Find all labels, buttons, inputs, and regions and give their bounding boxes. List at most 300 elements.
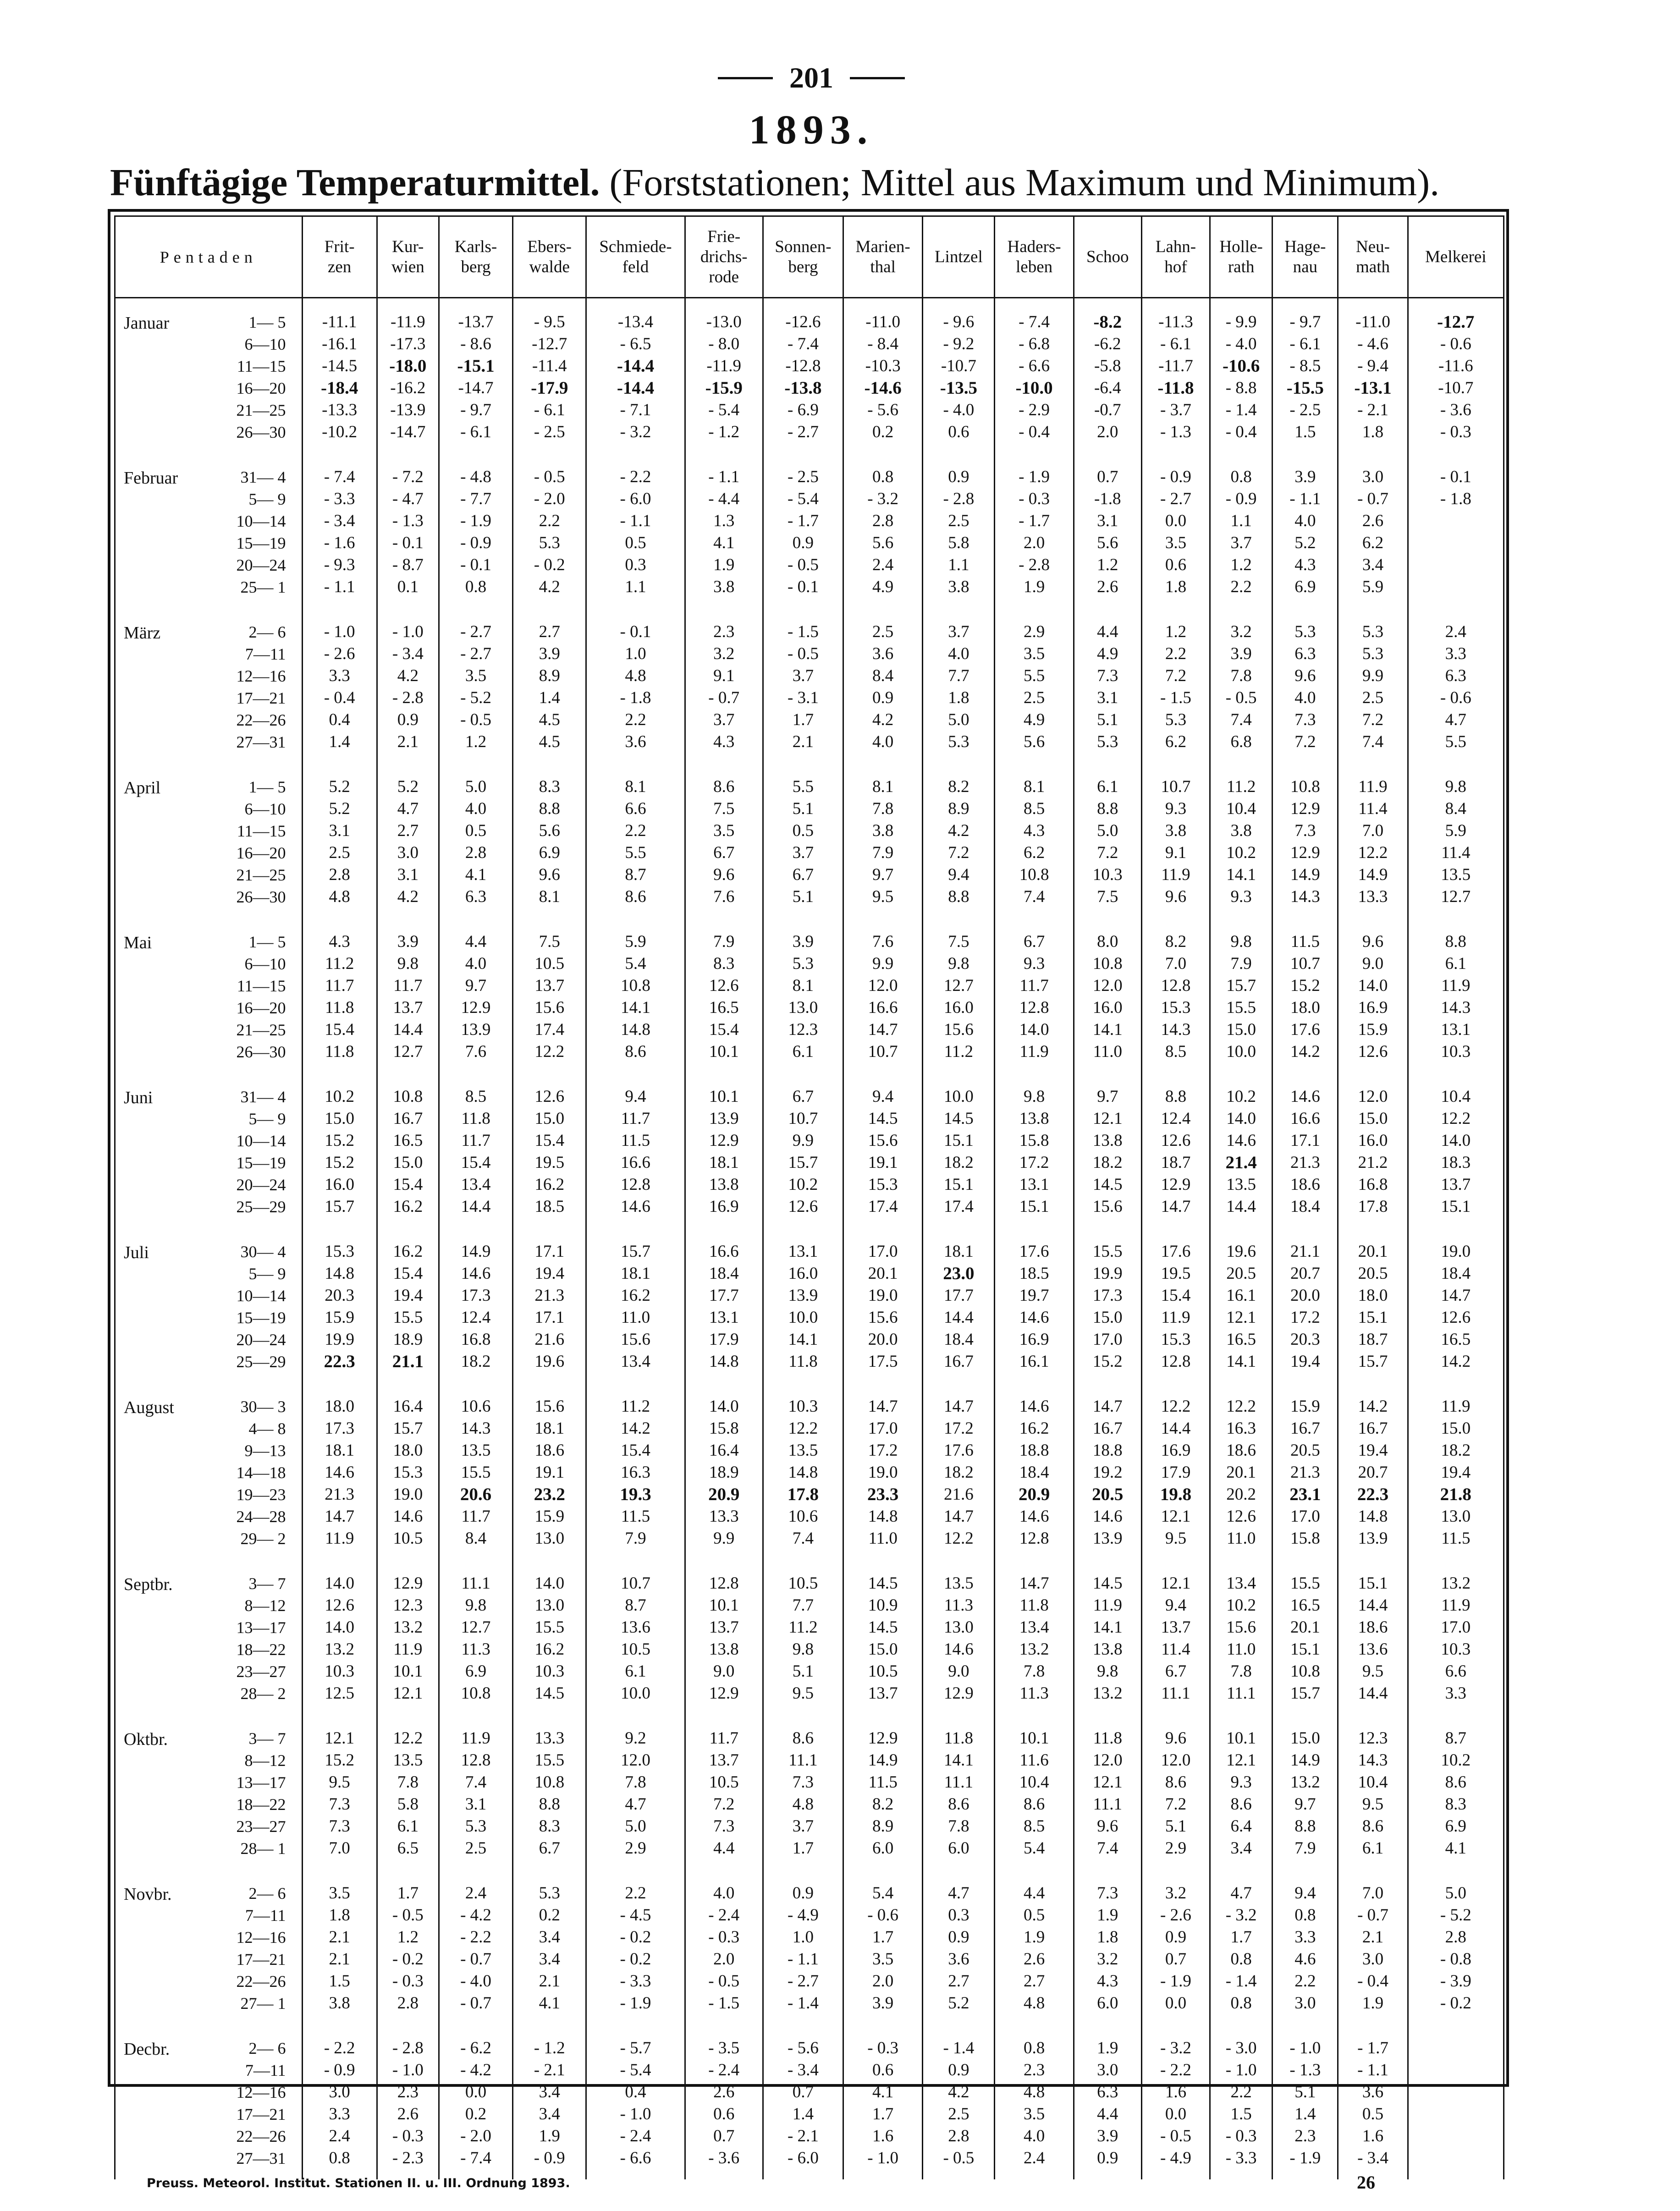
temperature-value: 18.4 [1019, 1463, 1049, 1482]
temperature-value: 6.7 [1023, 932, 1045, 951]
temperature-value: - 3.3 [620, 1972, 651, 1991]
station-values [513, 466, 586, 608]
temperature-value: 2.8 [872, 512, 894, 530]
temperature-value: 16.9 [1019, 1330, 1049, 1349]
temperature-value: 12.2 [1226, 1397, 1256, 1416]
station-values [763, 931, 843, 1073]
station-values [1272, 1241, 1338, 1383]
temperature-value: 6.2 [1023, 843, 1045, 862]
spacer-cell [1338, 2024, 1408, 2037]
spacer-cell [1074, 608, 1141, 621]
temperature-value: 3.3 [1445, 644, 1466, 663]
temperature-value: 7.3 [713, 1817, 735, 1836]
temperature-value: 14.4 [1226, 1197, 1256, 1216]
station-values [302, 776, 377, 918]
temperature-value: - 1.4 [1225, 1972, 1257, 1991]
temperature-value: 9.3 [1230, 1773, 1252, 1792]
temperature-value: - 1.5 [788, 622, 819, 641]
temperature-value: 5.6 [1097, 534, 1118, 552]
temperature-value: 4.4 [1097, 622, 1118, 641]
station-values [1272, 2037, 1338, 2179]
temperature-value: 15.4 [393, 1175, 423, 1194]
pentade-range: 25— 1 [240, 578, 286, 596]
temperature-value: 12.1 [325, 1729, 354, 1748]
month-block [115, 1396, 1504, 1560]
spacer-cell [923, 1715, 995, 1727]
spacer-cell [586, 1383, 685, 1396]
temperature-value: 1.3 [713, 512, 735, 530]
temperature-value [1409, 2147, 1503, 2169]
temperature-value: 10.2 [1226, 843, 1256, 862]
spacer-cell [1210, 298, 1272, 312]
temperature-value: 6.9 [1294, 578, 1316, 596]
temperature-value: 10.1 [709, 1042, 739, 1061]
temperature-value: 7.8 [1023, 1662, 1045, 1681]
temperature-value: - 4.2 [460, 1906, 491, 1925]
temperature-value: 11.0 [1093, 1042, 1122, 1061]
spacer-cell [923, 2024, 995, 2037]
temperature-value: 12.1 [1161, 1574, 1191, 1593]
station-values [1338, 931, 1408, 1073]
spacer-cell [1210, 608, 1272, 621]
temperature-value: 12.2 [1358, 843, 1388, 862]
temperature-value: - 5.2 [1440, 1906, 1471, 1925]
temperature-value: 3.0 [1362, 1950, 1384, 1969]
temperature-value: 13.7 [1161, 1618, 1191, 1637]
temperature-value: 0.8 [1230, 468, 1252, 486]
temperature-value: - 1.4 [1225, 401, 1257, 419]
pentade-range: 12—16 [236, 1928, 286, 1947]
temperature-value: - 4.0 [460, 1972, 491, 1991]
temperature-value: - 1.4 [788, 1994, 819, 2013]
table-body [115, 298, 1504, 2180]
pentade-range: 26—30 [236, 423, 286, 441]
temperature-value: 4.1 [1445, 1839, 1466, 1858]
temperature-value: 12.7 [1441, 887, 1471, 906]
temperature-value: 4.1 [539, 1994, 560, 2013]
temperature-value: 20.5 [1092, 1485, 1124, 1504]
station-values [923, 311, 995, 453]
station-values [1210, 1573, 1272, 1715]
header-station-line: Lintzel [934, 247, 983, 266]
temperature-value: -15.5 [1286, 378, 1324, 398]
station-values [513, 311, 586, 453]
station-values [685, 1573, 763, 1715]
temperature-value: - 9.9 [1225, 313, 1257, 331]
temperature-value: 11.9 [1093, 1596, 1122, 1615]
temperature-value: - 2.7 [460, 622, 491, 641]
temperature-value: 3.9 [1097, 2127, 1118, 2145]
temperature-value: 3.5 [1165, 534, 1187, 552]
temperature-value: - 0.3 [392, 2127, 424, 2145]
temperature-value: 3.9 [792, 932, 814, 951]
temperature-value: 11.9 [1019, 1042, 1049, 1061]
temperature-value: 1.4 [1294, 2105, 1316, 2123]
temperature-value: 5.3 [1362, 622, 1384, 641]
temperature-value: 18.2 [1441, 1441, 1471, 1460]
pentade-range: 5— 9 [248, 1265, 286, 1283]
temperature-value: 12.8 [1161, 1352, 1191, 1371]
temperature-value: 1.7 [792, 1839, 814, 1858]
spacer-cell [1338, 1073, 1408, 1086]
temperature-value: 1.7 [792, 710, 814, 729]
temperature-value: 12.6 [1161, 1131, 1191, 1150]
temperature-value: 15.1 [943, 1175, 974, 1194]
temperature-value: 4.0 [1294, 512, 1316, 530]
temperature-value: 16.8 [461, 1330, 491, 1349]
temperature-value: 9.4 [872, 1087, 894, 1106]
temperature-value: 6.6 [1445, 1662, 1466, 1681]
temperature-value: 13.8 [1019, 1109, 1049, 1128]
station-values [1141, 621, 1210, 763]
temperature-value: 15.0 [534, 1109, 565, 1128]
station-values [1074, 776, 1141, 918]
temperature-value: 3.9 [539, 644, 560, 663]
temperature-value: 12.9 [393, 1574, 423, 1593]
temperature-value: - 8.6 [460, 335, 491, 353]
station-values [302, 1241, 377, 1383]
temperature-value: 13.7 [534, 976, 565, 995]
temperature-value: 9.4 [1294, 1884, 1316, 1903]
station-values [843, 466, 923, 608]
temperature-value: 20.5 [1290, 1441, 1320, 1460]
temperature-value: - 0.2 [392, 1950, 424, 1969]
temperature-value: 18.1 [621, 1264, 650, 1283]
temperature-value: 6.1 [1445, 954, 1466, 973]
temperature-value: 7.8 [872, 799, 894, 818]
temperature-value: 4.0 [465, 954, 487, 973]
pentade-range: 23—27 [236, 1817, 286, 1836]
temperature-value: 13.5 [943, 1574, 974, 1593]
temperature-value: - 5.4 [788, 490, 819, 508]
temperature-value: 7.5 [948, 932, 969, 951]
temperature-value: 19.3 [620, 1485, 651, 1504]
temperature-value: 13.5 [1226, 1175, 1256, 1194]
temperature-value: 5.3 [1097, 732, 1118, 751]
temperature-value: 11.0 [621, 1308, 650, 1327]
temperature-value: 12.2 [943, 1529, 974, 1548]
temperature-value: 13.9 [1358, 1529, 1388, 1548]
temperature-value: 14.0 [1226, 1109, 1256, 1128]
temperature-value: - 1.7 [1357, 2039, 1388, 2057]
temperature-value: 9.4 [1165, 1596, 1187, 1615]
temperature-value: 16.2 [534, 1640, 565, 1659]
temperature-value: 10.8 [1019, 865, 1049, 884]
temperature-value: -1.8 [1094, 490, 1121, 508]
temperature-value: 13.5 [393, 1751, 423, 1770]
month-block [115, 776, 1504, 918]
temperature-value: 5.1 [792, 887, 814, 906]
spacer-cell [1408, 1560, 1504, 1573]
spacer-cell [923, 453, 995, 466]
temperature-value: - 4.4 [708, 490, 740, 508]
spacer-cell [115, 608, 303, 621]
temperature-value: - 1.4 [943, 2039, 975, 2057]
temperature-value: -13.9 [390, 401, 426, 419]
station-values [763, 776, 843, 918]
temperature-value: - 0.9 [460, 534, 491, 552]
temperature-value: 18.7 [1358, 1330, 1388, 1349]
header-station-line: leben [1016, 257, 1053, 276]
temperature-value: 2.6 [397, 2105, 419, 2123]
pentade-range: 29— 2 [240, 1529, 286, 1548]
temperature-value: 14.8 [621, 1020, 650, 1039]
temperature-value: 14.4 [1358, 1684, 1388, 1703]
temperature-value: 5.2 [948, 1994, 969, 2013]
station-values [1338, 2037, 1408, 2179]
station-values [1338, 1086, 1408, 1228]
station-values [995, 931, 1074, 1073]
temperature-value: - 4.9 [1160, 2149, 1191, 2167]
header-station [377, 216, 439, 298]
temperature-value: 21.3 [1290, 1153, 1320, 1172]
temperature-value: 0.3 [625, 556, 646, 574]
temperature-value: - 2.8 [943, 490, 975, 508]
station-values [995, 621, 1074, 763]
temperature-value: 8.2 [872, 1795, 894, 1814]
temperature-value: - 8.0 [708, 335, 740, 353]
temperature-value: 18.6 [1226, 1441, 1256, 1460]
temperature-value: 17.6 [943, 1441, 974, 1460]
pentade-range: 4— 8 [248, 1419, 286, 1438]
spacer-cell [302, 2024, 377, 2037]
temperature-value: 2.7 [1023, 1972, 1045, 1991]
temperature-value: -14.4 [617, 356, 655, 376]
temperature-value: - 7.4 [1019, 313, 1050, 331]
header-pentaden: Pentaden [115, 216, 303, 298]
temperature-value: 6.1 [1362, 1839, 1384, 1858]
month-label-wrap [116, 1573, 302, 1705]
temperature-value: - 0.5 [708, 1972, 740, 1991]
station-values [1408, 2037, 1504, 2179]
temperature-value: 15.1 [1358, 1308, 1388, 1327]
station-values [923, 1396, 995, 1560]
temperature-value: 12.8 [1019, 998, 1049, 1017]
temperature-value: 18.1 [709, 1153, 739, 1172]
temperature-value: 0.6 [1165, 556, 1187, 574]
temperature-value: 3.4 [539, 2105, 560, 2123]
temperature-value: 10.7 [1290, 954, 1320, 973]
station-values [1272, 1727, 1338, 1870]
temperature-value: 10.7 [788, 1109, 818, 1128]
temperature-value: - 0.1 [1440, 468, 1471, 486]
temperature-value: 12.9 [868, 1729, 898, 1748]
temperature-value: 14.7 [1019, 1574, 1049, 1593]
station-values [1210, 311, 1272, 453]
spacer-cell [923, 1228, 995, 1241]
temperature-value: 0.0 [1165, 2105, 1187, 2123]
temperature-value: 14.7 [943, 1397, 974, 1416]
temperature-value: 12.6 [325, 1596, 354, 1615]
temperature-value: 20.9 [1018, 1485, 1050, 1504]
temperature-value: -15.1 [457, 356, 495, 376]
temperature-value: -6.4 [1094, 379, 1121, 397]
temperature-value: - 1.9 [1160, 1972, 1191, 1991]
temperature-value: 13.5 [1441, 865, 1471, 884]
temperature-value: 23.2 [534, 1485, 565, 1504]
temperature-value: 2.6 [1362, 512, 1384, 530]
spacer-cell [1272, 1228, 1338, 1241]
temperature-value: 9.3 [1165, 799, 1187, 818]
temperature-value: 1.7 [1230, 1928, 1252, 1947]
spacer-cell [923, 1870, 995, 1882]
temperature-value: 15.4 [393, 1264, 423, 1283]
temperature-value: 0.6 [872, 2061, 894, 2079]
temperature-value: 20.3 [325, 1286, 354, 1305]
temperature-value: - 4.0 [1225, 335, 1257, 353]
temperature-value: 5.2 [397, 777, 419, 796]
temperature-value: -11.4 [532, 357, 567, 375]
temperature-value: 12.8 [1019, 1529, 1049, 1548]
header-station [1141, 216, 1210, 298]
month-name: Decbr. [124, 2040, 170, 2059]
month-spacer [115, 298, 1504, 312]
spacer-cell [586, 1715, 685, 1727]
temperature-value: - 0.3 [1440, 423, 1471, 441]
temperature-value: 17.4 [534, 1020, 565, 1039]
temperature-value: - 6.8 [1019, 335, 1050, 353]
station-values [1338, 1573, 1408, 1715]
temperature-value: 16.5 [393, 1131, 423, 1150]
temperature-value: 12.0 [1358, 1087, 1388, 1106]
temperature-value: - 6.1 [460, 423, 491, 441]
pentade-range: 22—26 [236, 711, 286, 729]
temperature-value: 10.3 [788, 1397, 818, 1416]
spacer-cell [115, 298, 303, 312]
temperature-value: - 3.5 [708, 2039, 740, 2057]
temperature-value: 17.3 [461, 1286, 491, 1305]
temperature-value: 7.7 [792, 1596, 814, 1615]
temperature-value: 18.6 [1358, 1618, 1388, 1637]
temperature-value: 8.1 [625, 777, 646, 796]
temperature-value: - 7.2 [392, 468, 424, 486]
header-station-line: wien [391, 257, 424, 276]
header-station-line: feld [622, 257, 649, 276]
temperature-value: 5.2 [329, 777, 350, 796]
temperature-value: 11.5 [621, 1131, 650, 1150]
temperature-value: 16.0 [943, 998, 974, 1017]
temperature-value: 8.5 [1023, 799, 1045, 818]
month-label-cell [115, 1086, 303, 1228]
temperature-value: 14.7 [868, 1397, 898, 1416]
temperature-value: 12.9 [709, 1684, 739, 1703]
temperature-value: 14.6 [461, 1264, 491, 1283]
month-label-wrap [116, 1727, 302, 1859]
spacer-cell [513, 608, 586, 621]
temperature-value: 7.9 [625, 1529, 646, 1548]
temperature-value: 13.2 [1019, 1640, 1049, 1659]
pentade-ranges [190, 2037, 302, 2169]
spacer-cell [843, 763, 923, 776]
temperature-value: 4.5 [539, 732, 560, 751]
temperature-value: - 3.1 [788, 688, 819, 707]
temperature-value: 3.1 [1097, 688, 1118, 707]
temperature-value: 8.3 [539, 777, 560, 796]
station-values [843, 1573, 923, 1715]
spacer-cell [1272, 1383, 1338, 1396]
temperature-value: 13.2 [1092, 1684, 1123, 1703]
spacer-cell [115, 763, 303, 776]
temperature-value: 9.3 [1230, 887, 1252, 906]
spacer-cell [923, 608, 995, 621]
temperature-value: 14.9 [461, 1242, 491, 1261]
spacer-cell [302, 1560, 377, 1573]
temperature-value: 13.1 [1441, 1020, 1471, 1039]
temperature-value: - 3.7 [1160, 401, 1191, 419]
station-values [685, 311, 763, 453]
temperature-value: 17.2 [1290, 1308, 1320, 1327]
station-values [1272, 621, 1338, 763]
temperature-value: - 6.6 [1019, 357, 1050, 375]
spacer-cell [1074, 1715, 1141, 1727]
station-values [302, 1396, 377, 1560]
temperature-value: 12.6 [709, 976, 739, 995]
station-values [302, 621, 377, 763]
spacer-cell [302, 608, 377, 621]
spacer-cell [1141, 1870, 1210, 1882]
temperature-value: 9.9 [792, 1131, 814, 1150]
station-values [439, 466, 512, 608]
station-values [377, 466, 439, 608]
station-values [995, 1727, 1074, 1870]
spacer-cell [439, 1560, 512, 1573]
spacer-cell [439, 1715, 512, 1727]
temperature-value: - 8.8 [1225, 379, 1257, 397]
station-values [763, 2037, 843, 2179]
spacer-cell [1210, 918, 1272, 931]
station-values [513, 1241, 586, 1383]
title-bold: Fünftägige Temperaturmittel. [110, 161, 600, 204]
temperature-value: 19.2 [1092, 1463, 1123, 1482]
temperature-value: 3.3 [1445, 1684, 1466, 1703]
spacer-cell [1338, 608, 1408, 621]
temperature-value: 3.9 [1230, 644, 1252, 663]
temperature-value: 16.6 [1290, 1109, 1320, 1128]
pentade-range: 28— 1 [240, 1839, 286, 1858]
header-station-line: Hage- [1284, 237, 1326, 256]
temperature-value: 4.7 [625, 1795, 646, 1814]
temperature-value: 13.5 [461, 1441, 491, 1460]
temperature-value: 8.6 [1165, 1773, 1187, 1792]
temperature-value: 14.9 [868, 1751, 898, 1770]
spacer-cell [513, 1228, 586, 1241]
pentade-range: 14—18 [236, 1463, 286, 1482]
pentade-range: 16—20 [236, 844, 286, 862]
temperature-value: 13.8 [1092, 1640, 1123, 1659]
pentade-range: 21—25 [236, 866, 286, 884]
header-station-line: Melkerei [1425, 247, 1487, 266]
temperature-value: 0.8 [1294, 1906, 1316, 1925]
station-values [843, 621, 923, 763]
temperature-value: 21.1 [392, 1352, 424, 1371]
temperature-value: - 3.9 [1440, 1972, 1471, 1991]
temperature-value [1409, 576, 1503, 598]
temperature-value: 19.0 [868, 1286, 898, 1305]
temperature-value: 3.9 [872, 1994, 894, 2013]
month-spacer [115, 2024, 1504, 2037]
temperature-value: - 2.1 [788, 2127, 819, 2145]
month-label-cell [115, 931, 303, 1073]
temperature-value: 10.2 [1441, 1751, 1471, 1770]
temperature-value: 13.7 [393, 998, 423, 1017]
temperature-value: -17.9 [531, 378, 568, 398]
temperature-value: 8.6 [713, 777, 735, 796]
temperature-value: 7.4 [1230, 710, 1252, 729]
month-label-cell [115, 1396, 303, 1560]
temperature-value: - 2.2 [324, 2039, 355, 2057]
header-station-line: math [1356, 257, 1390, 276]
month-spacer [115, 1870, 1504, 1882]
